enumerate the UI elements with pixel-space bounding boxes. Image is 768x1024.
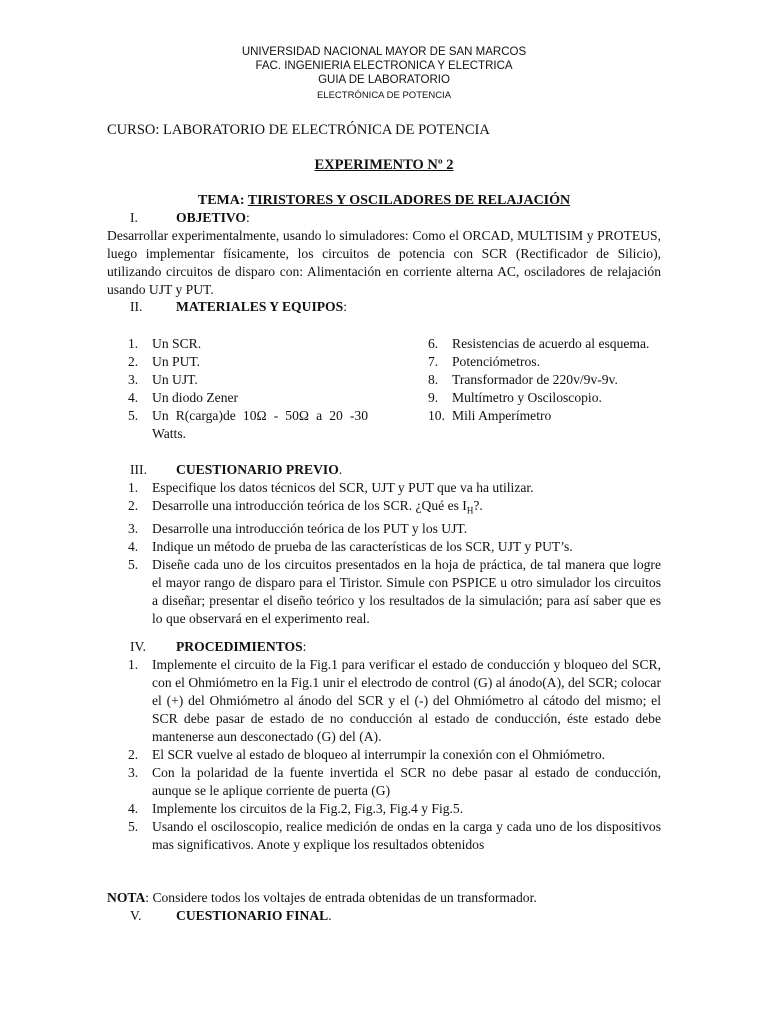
proc-list — [128, 656, 661, 854]
list-item: 6. Resistencias de acuerdo al esquema. — [428, 336, 650, 351]
list-item: 10. Mili Amperímetro — [428, 408, 552, 423]
prev-suffix: . — [338, 462, 343, 477]
prev-list — [128, 479, 661, 628]
list-item: 3. Un UJT. — [128, 372, 198, 387]
final-heading — [130, 907, 332, 925]
list-item: 9. Multímetro y Osciloscopio. — [428, 390, 602, 405]
list-item: 5. Diseñe cada uno de los circuitos presentados en la hoja de práctica, de tal manera que logre el mayor rango de disparo para el Tiristor. Simule con PSPICE u otro simulador los circuitos a diseñar; presentar el diseño teórico y los resultados de la simulación; para así saber que es lo que observará en el experimento real. — [128, 556, 661, 626]
list-item: 1. Un SCR. — [128, 336, 202, 351]
theme-title: TIRISTORES Y OSCILADORES DE RELAJACIÓN — [247, 193, 571, 208]
list-item: 5. Usando el osciloscopio, realice medición de ondas en la carga y cada uno de los dispositivos mas significativos. Anote y explique los resultados obtenidos — [128, 819, 661, 852]
list-item: 3. Con la polaridad de la fuente invertida el SCR no debe pasar al estado de conducción, aunque se le aplique corriente de puerta (G) — [128, 765, 661, 798]
final-title: CUESTIONARIO FINAL — [176, 908, 329, 923]
prev-heading — [130, 461, 342, 479]
list-item: 1. Especifique los datos técnicos del SCR, UJT y PUT que va ha utilizar. — [128, 480, 534, 495]
prev-title: CUESTIONARIO PREVIO — [176, 462, 339, 477]
materials-title: MATERIALES Y EQUIPOS — [176, 299, 344, 314]
objective-title: OBJETIVO — [176, 210, 246, 225]
list-item: 2. Desarrolle una introducción teórica de los SCR. ¿Qué es $I_H$?. — [128, 498, 483, 516]
proc-title: PROCEDIMIENTOS — [176, 639, 303, 654]
list-item: 7. Potenciómetros. — [428, 354, 540, 369]
faculty-name: FAC. INGENIERIA ELECTRONICA Y ELECTRICA — [255, 60, 513, 72]
prev-numeral: III. — [130, 462, 147, 477]
list-item: 5. Un R(carga)de 10Ω - 50Ω a 20 -30 Watts. — [128, 408, 368, 441]
proc-suffix: : — [302, 639, 307, 654]
theme-label: TEMA: — [197, 193, 248, 208]
objective-heading — [130, 209, 250, 227]
list-item: 3. Desarrolle una introducción teórica de los PUT y los UJT. — [128, 520, 468, 536]
list-item: 2. Un PUT. — [128, 354, 201, 369]
materials-list-right — [428, 335, 661, 425]
course-line: CURSO: LABORATORIO DE ELECTRÓNICA DE POTENCIA — [107, 122, 490, 138]
note-label: NOTA — [107, 890, 146, 905]
final-suffix: . — [328, 908, 332, 923]
list-item: 4. Indique un método de prueba de las características de los SCR, UJT y PUT’s. — [128, 538, 573, 554]
objective-numeral: I. — [130, 210, 138, 225]
materials-heading — [130, 298, 347, 316]
university-name: UNIVERSIDAD NACIONAL MAYOR DE SAN MARCOS — [241, 46, 527, 58]
note-text: : Considere todos los voltajes de entrada obtenidas de un transformador. — [145, 890, 537, 905]
list-item: 4. Un diodo Zener — [128, 390, 239, 405]
experiment-title: EXPERIMENTO Nº 2 — [314, 157, 454, 173]
proc-heading — [130, 638, 306, 656]
note-line — [107, 889, 537, 907]
materials-numeral: II. — [130, 299, 143, 314]
guide-title: GUIA DE LABORATORIO — [318, 74, 450, 86]
list-item: 1. Implemente el circuito de la Fig.1 para verificar el estado de conducción y bloqueo del SCR, con el Ohmiómetro en la Fig.1 unir el electrodo de control (G) al ánodo(A), del SCR; colocar el (+) del Ohmiómetro al ánodo del SCR y el (-) del Ohmiómetro al cátodo del mismo; el SCR debe pasar de estado de no conducción al estado de conducción, éste estado debe mantenerse aun desconectado (G) del (A). — [128, 657, 661, 744]
list-item: 4. Implemente los circuitos de la Fig.2, Fig.3, Fig.4 y Fig.5. — [128, 801, 464, 816]
theme-line — [0, 192, 768, 210]
final-numeral: V. — [130, 908, 142, 923]
objective-text: Desarrollar experimentalmente, usando lo simuladores: Como el ORCAD, MULTISIM y PROTEUS, luego implementar físicamente, los circuitos de potencia con SCR (Rectificador de Silicio), utilizando circuitos de disparo con: Alimentación en corriente alterna AC, osciladores de relajación usando UJT y PUT. — [107, 228, 661, 297]
list-item: 8. Transformador de 220v/9v-9v. — [428, 372, 618, 387]
materials-suffix: : — [343, 299, 347, 314]
materials-list-left — [128, 335, 368, 443]
proc-numeral: IV. — [130, 639, 146, 654]
list-item: 2. El SCR vuelve al estado de bloqueo al interrumpir la conexión con el Ohmiómetro. — [128, 747, 606, 762]
subject-title: ELECTRÓNICA DE POTENCIA — [316, 90, 452, 101]
objective-suffix: : — [245, 210, 250, 225]
